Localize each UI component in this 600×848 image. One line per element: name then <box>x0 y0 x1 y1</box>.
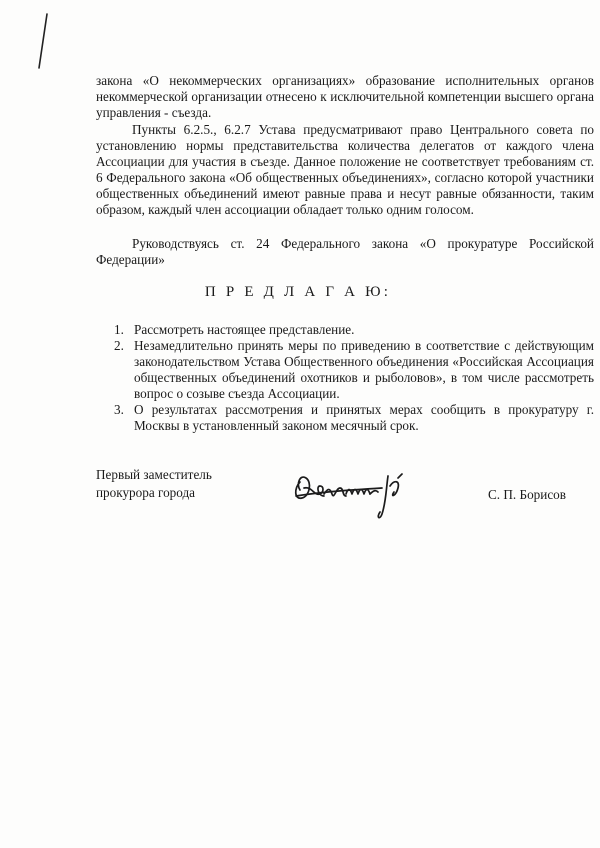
list-item-text: Рассмотреть настоящее представление. <box>134 322 355 337</box>
paragraph-2-text: Пункты 6.2.5., 6.2.7 Устава предусматривают право Центрального совета по установлению нормы представительства количества делегатов от каждого члена Ассоциации для участия в съезде. Данное положение не соответствует требованиям ст. 6 Федерального закона «Об общественных объединениях», согласно которой участники общественных объединений имеют равные права и несут равные обязанности, таким образом, каждый член ассоциации обладает только одним голосом. <box>96 122 594 217</box>
proposal-heading: П Р Е Д Л А Г А Ю: <box>204 284 392 300</box>
list-item <box>96 338 594 402</box>
paragraph-3-text: Руководствуясь ст. 24 Федерального закона «О прокуратуре Российской Федерации» <box>96 236 594 267</box>
paragraph-1 <box>96 73 594 121</box>
list-item <box>96 402 594 434</box>
signatory-name: С. П. Борисов <box>488 487 566 502</box>
signatory-position <box>96 466 212 502</box>
list-item-number: 3. <box>114 402 124 417</box>
scan-mark-icon <box>36 12 50 70</box>
list-item-text: О результатах рассмотрения и принятых мерах сообщить в прокуратуру г. Москвы в установленный законом месячный срок. <box>134 402 594 433</box>
proposal-list <box>96 322 594 434</box>
signatory-position-line-2: прокурора города <box>96 485 196 500</box>
handwritten-signature-icon <box>290 466 420 522</box>
paragraph-2 <box>96 122 594 218</box>
paragraph-3 <box>96 236 594 268</box>
list-item-text: Незамедлительно принять меры по приведению в соответствие с действующим законодательством Устава Общественного объединения «Российская Ассоциация общественных объединений охотников и рыболовов», в том числе рассмотреть вопрос о созыве съезда Ассоциации. <box>134 338 594 401</box>
list-item-number: 1. <box>114 322 124 337</box>
list-item-number: 2. <box>114 338 124 353</box>
list-item <box>96 322 594 338</box>
signatory-position-line-1: Первый заместитель <box>96 467 212 482</box>
paragraph-1-text: закона «О некоммерческих организациях» образование исполнительных органов некоммерческой организации отнесено к исключительной компетенции высшего органа управления - съезда. <box>96 73 594 120</box>
